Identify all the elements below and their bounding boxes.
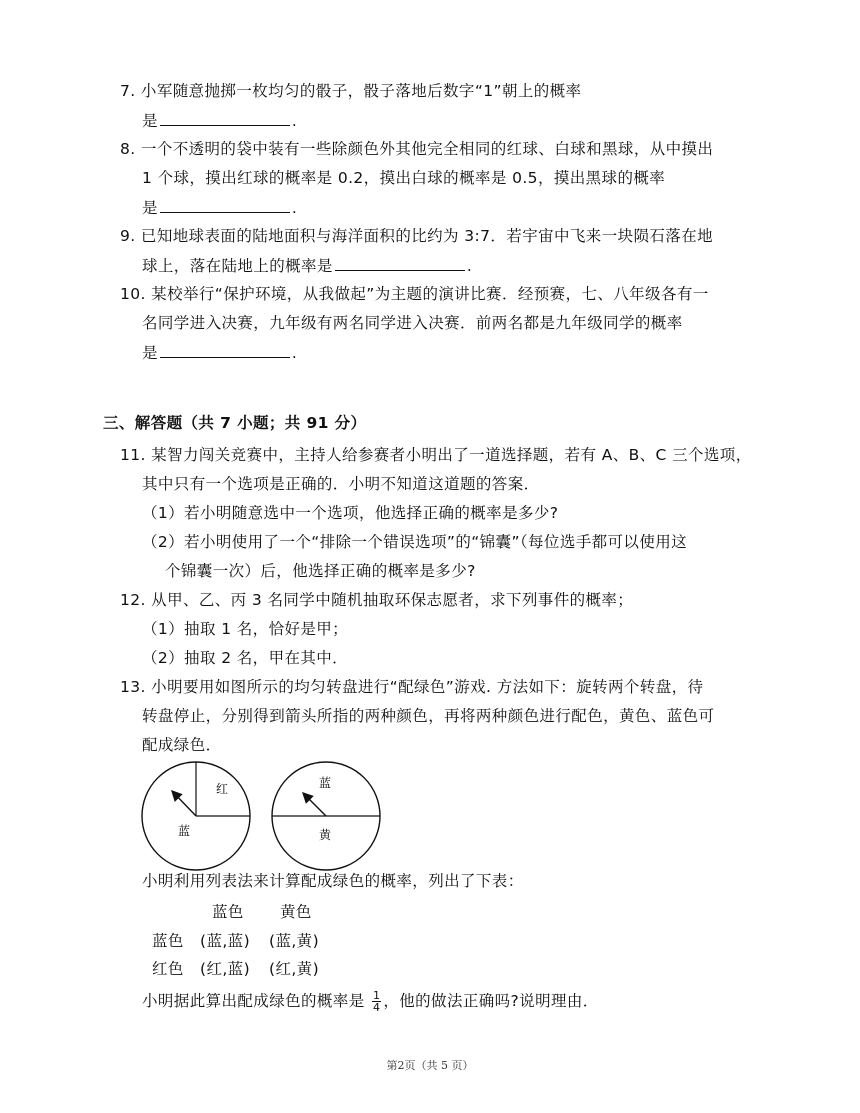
- q13-line3: 配成绿色．: [142, 736, 222, 754]
- q13-conclusion: [142, 990, 599, 1013]
- q7-line2: [142, 110, 297, 131]
- q12-line1: 12. 从甲、乙、丙 3 名同学中随机抽取环保志愿者，求下列事件的概率；: [120, 591, 634, 609]
- table-cell: (蓝,黄): [269, 932, 320, 950]
- q13-line2: 转盘停止，分别得到箭头所指的两种颜色，再将两种颜色进行配色，黄色、蓝色可: [142, 707, 715, 725]
- fraction-numerator: 1: [372, 989, 381, 1002]
- table-col-header-blue: 蓝色: [212, 903, 244, 921]
- q7-prefix: 是: [142, 112, 158, 130]
- q13-line1: 13. 小明要用如图所示的均匀转盘进行“配绿色”游戏. 方法如下：旋转两个转盘，待: [120, 678, 704, 696]
- q8-line2: 1 个球，摸出红球的概率是 0.2，摸出白球的概率是 0.5，摸出黑球的概率: [142, 169, 666, 187]
- q8-answer-blank[interactable]: [160, 197, 290, 213]
- q11-part2-line2: 个锦囊一次）后，他选择正确的概率是多少?: [165, 562, 476, 580]
- q8-suffix: .: [291, 199, 298, 217]
- table-cell: (蓝,蓝): [200, 932, 251, 950]
- q10-answer-blank[interactable]: [160, 342, 290, 358]
- q10-suffix: .: [291, 344, 298, 362]
- page-footer: 第2页（共 5 页）: [386, 1059, 474, 1072]
- q11-line1: 11. 某智力闯关竞赛中，主持人给参赛者小明出了一道选择题，若有 A、B、C 三个选项，: [120, 446, 752, 464]
- q7-suffix: .: [291, 112, 298, 130]
- q12-part1: （1）抽取 1 名，恰好是甲；: [142, 620, 349, 638]
- fraction-denominator: 4: [372, 1001, 381, 1014]
- table-cell: (红,蓝): [200, 960, 251, 978]
- q10-line1: 10. 某校举行“保护环境，从我做起”为主题的演讲比赛．经预赛，七、八年级各有一: [120, 285, 709, 303]
- spinner-right-arrow: [303, 793, 326, 816]
- q8-line3: [142, 197, 297, 218]
- q11-part2-line1: （2）若小明使用了一个“排除一个错误选项”的“锦囊”（每位选手都可以使用这: [142, 533, 688, 551]
- q8-prefix: 是: [142, 199, 158, 217]
- spinner-left-arrow: [172, 791, 196, 816]
- q11-part1: （1）若小明随意选中一个选项，他选择正确的概率是多少?: [142, 504, 559, 522]
- spinner-right-yellow-label: 黄: [319, 828, 332, 842]
- q13-table-intro: 小明利用列表法来计算配成绿色的概率，列出了下表：: [142, 872, 524, 890]
- q11-line2: 其中只有一个选项是正确的．小明不知道这道题的答案．: [142, 475, 540, 493]
- q13-conclusion-prefix: 小明据此算出配成绿色的概率是: [142, 992, 365, 1010]
- q12-part2: （2）抽取 2 名，甲在其中．: [142, 649, 349, 667]
- table-col-header-yellow: 黄色: [280, 903, 312, 921]
- spinner-left-blue-label: 蓝: [178, 824, 191, 838]
- section-title: 三、解答题（共 7 小题；共 91 分）: [103, 414, 367, 432]
- q9-suffix: .: [466, 257, 473, 275]
- spinner-left: [142, 762, 250, 870]
- spinner-right: [272, 762, 380, 870]
- q9-line1: 9. 已知地球表面的陆地面积与海洋面积的比约为 3:7．若宇宙中飞来一块陨石落在地: [120, 227, 713, 245]
- q8-line1: 8. 一个不透明的袋中装有一些除颜色外其他完全相同的红球、白球和黑球，从中摸出: [120, 140, 714, 158]
- q10-line2: 名同学进入决赛，九年级有两名同学进入决赛．前两名都是九年级同学的概率: [142, 314, 683, 332]
- table-row-header-blue: 蓝色: [152, 932, 184, 950]
- fraction-one-quarter: [372, 990, 381, 1013]
- q13-conclusion-suffix: ，他的做法正确吗?说明理由．: [383, 992, 599, 1010]
- q10-prefix: 是: [142, 344, 158, 362]
- q9-prefix: 球上，落在陆地上的概率是: [142, 257, 333, 275]
- q7-answer-blank[interactable]: [160, 110, 290, 126]
- table-row-header-red: 红色: [152, 960, 184, 978]
- spinner-right-blue-label: 蓝: [319, 776, 332, 790]
- q7-line1: 7. 小军随意抛掷一枚均匀的骰子，骰子落地后数字“1”朝上的概率: [120, 82, 582, 100]
- spinners-figure: [130, 755, 390, 875]
- spinner-left-red-label: 红: [216, 782, 229, 796]
- q9-line2: [142, 255, 472, 276]
- q10-line3: [142, 342, 297, 363]
- q9-answer-blank[interactable]: [335, 255, 465, 271]
- table-cell: (红,黄): [269, 960, 320, 978]
